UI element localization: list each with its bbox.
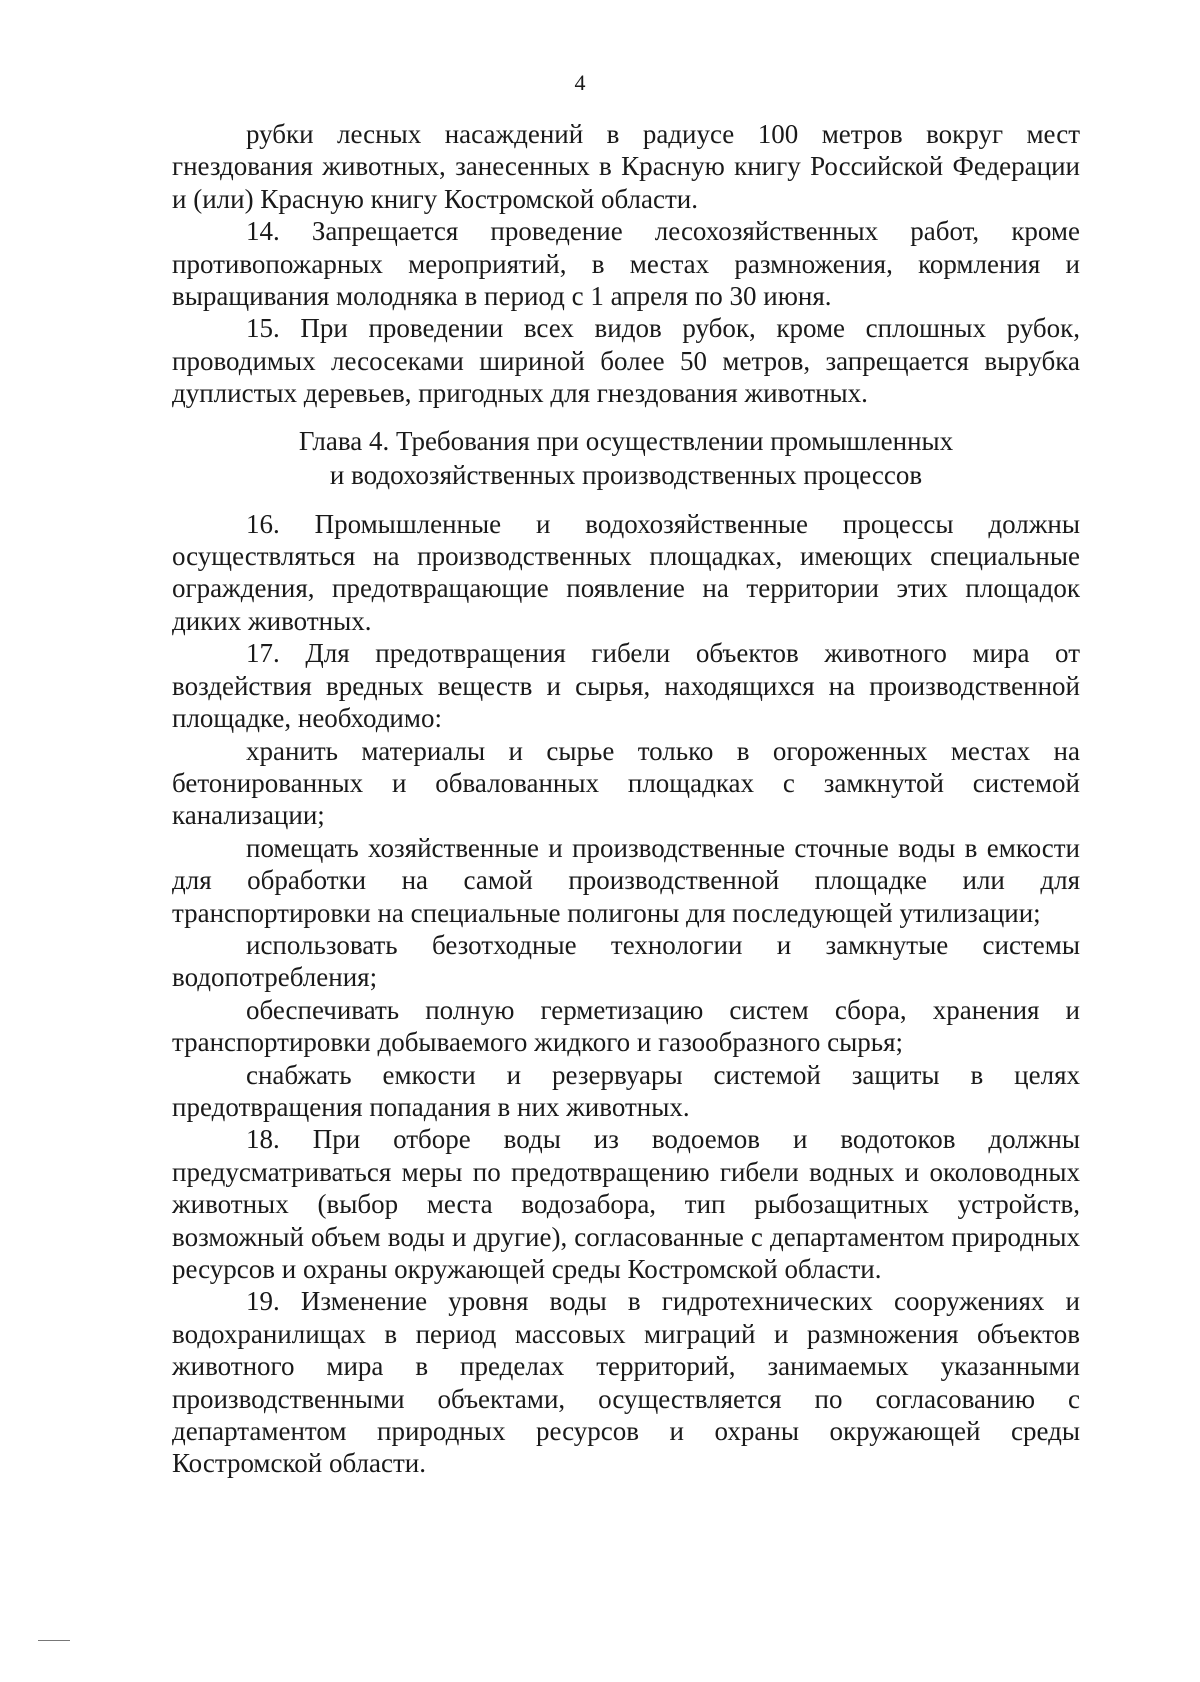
paragraph-17: 17. Для предотвращения гибели объектов животного мира от воздействия вредных веществ и сырья, находящихся на производственной площадке, необходимо: — [172, 638, 1080, 734]
paragraph-17-item-sealing: обеспечивать полную герметизацию систем сбора, хранения и транспортировки добываемого жидкого и газообразного сырья; — [172, 994, 1080, 1058]
paragraph-14: 14. Запрещается проведение лесохозяйственных работ, кроме противопожарных мероприятий, в местах размножения, кормления и выращивания молодняка в период с 1 апреля по 30 июня. — [172, 216, 1080, 312]
paragraph-17-item-wastewater: помещать хозяйственные и производственные сточные воды в емкости для обработки на самой производственной площадке или для транспортировки на специальные полигоны для последующей утилизации; — [172, 832, 1080, 928]
page-number: 4 — [574, 70, 586, 95]
document-body — [172, 118, 1080, 1480]
chapter-heading-line-1: Глава 4. Требования при осуществлении промышленных — [298, 425, 954, 456]
paragraph-15: 15. При проведении всех видов рубок, кроме сплошных рубок, проводимых лесосеками шириной более 50 метров, запрещается вырубка дуплистых деревьев, пригодных для гнездования животных. — [172, 313, 1080, 409]
scan-margin-mark — [38, 1640, 70, 1641]
paragraph-17-item-protection: снабжать емкости и резервуары системой защиты в целях предотвращения попадания в них животных. — [172, 1059, 1080, 1122]
chapter-heading-line-2: и водохозяйственных производственных процессов — [329, 459, 923, 490]
chapter-heading — [172, 424, 1080, 492]
paragraph-16: 16. Промышленные и водохозяйственные процессы должны осуществляться на производственных площадках, имеющих специальные ограждения, предотвращающие появление на территории этих площадок диких животных. — [172, 508, 1080, 636]
paragraph-13-continued: рубки лесных насаждений в радиусе 100 метров вокруг мест гнездования животных, занесенных в Красную книгу Российской Федерации и (или) Красную книгу Костромской области. — [172, 119, 1080, 214]
paragraph-18: 18. При отборе воды из водоемов и водотоков должны предусматриваться меры по предотвращению гибели водных и околоводных животных (выбор места водозабора, тип рыбозащитных устройств, возможный объем воды и другие), согласованные с департаментом природных ресурсов и охраны окружающей среды Костромской области. — [172, 1124, 1080, 1284]
paragraph-17-item-store-materials: хранить материалы и сырье только в огороженных местах на бетонированных и обвалованных площадках с замкнутой системой канализации; — [172, 735, 1080, 831]
paragraph-19: 19. Изменение уровня воды в гидротехнических сооружениях и водохранилищах в период массовых миграций и размножения объектов животного мира в пределах территорий, занимаемых указанными производственными объектами, осуществляется по согласованию с департаментом природных ресурсов и охраны окружающей среды Костромской области. — [172, 1286, 1080, 1479]
paragraph-17-item-technologies: использовать безотходные технологии и замкнутые системы водопотребления; — [172, 929, 1080, 993]
